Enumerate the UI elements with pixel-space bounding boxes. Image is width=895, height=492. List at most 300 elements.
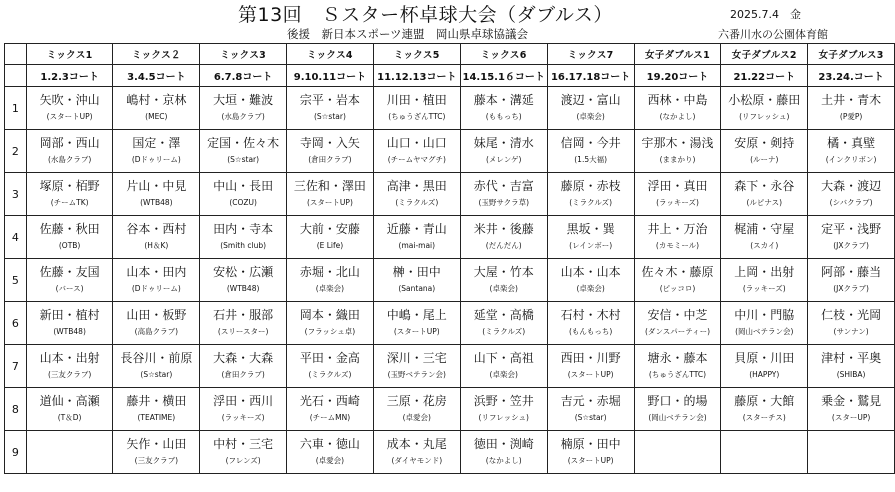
table-row bbox=[5, 431, 895, 474]
pair-cell bbox=[200, 431, 287, 474]
pair-cell bbox=[200, 302, 287, 345]
club-name: (倉田クラブ) bbox=[221, 370, 265, 379]
column-header-courts: 19.20コート bbox=[634, 65, 721, 87]
pair-cell bbox=[26, 302, 113, 345]
pair-cell bbox=[287, 173, 374, 216]
club-name: (卓楽会) bbox=[489, 370, 518, 379]
table-row bbox=[5, 130, 895, 173]
club-name: (卓愛会) bbox=[315, 456, 345, 465]
column-header-courts: 3.4.5コート bbox=[113, 65, 200, 87]
pair-cell bbox=[634, 388, 721, 431]
pair-names: 浜野・笠井 bbox=[473, 394, 534, 408]
pair-cell bbox=[26, 87, 113, 130]
club-name: (ラッキーズ) bbox=[221, 413, 265, 422]
pair-names: 山本・田内 bbox=[126, 265, 187, 279]
club-name: (ちゅうざんTTC) bbox=[648, 370, 707, 379]
pair-cell bbox=[460, 130, 547, 173]
club-name: (S☆star) bbox=[314, 112, 346, 121]
column-header-courts: 16.17.18コート bbox=[547, 65, 634, 87]
pair-names: 乗金・鷲見 bbox=[821, 394, 882, 408]
pair-names: 西林・中島 bbox=[647, 93, 708, 107]
pair-cell bbox=[113, 173, 200, 216]
column-header-event: ミックス6 bbox=[460, 44, 547, 65]
pair-names: 楠原・田中 bbox=[560, 437, 621, 451]
pair-cell bbox=[200, 87, 287, 130]
club-name: (S☆star) bbox=[140, 370, 173, 379]
pair-cell bbox=[113, 259, 200, 302]
pair-cell bbox=[287, 87, 374, 130]
club-name: (ルーナ) bbox=[750, 155, 779, 164]
pair-names: 貝原・川田 bbox=[734, 351, 795, 365]
club-name: (ミラクルズ) bbox=[569, 198, 613, 207]
pair-cell bbox=[547, 87, 634, 130]
column-header-event: ミックス1 bbox=[26, 44, 113, 65]
column-header-event: ミックス２ bbox=[113, 44, 200, 65]
pair-names: 宇那木・湯浅 bbox=[641, 136, 714, 150]
pair-cell bbox=[200, 216, 287, 259]
club-name: (スリースター) bbox=[217, 327, 269, 336]
pair-names: 藤本・溝延 bbox=[473, 93, 534, 107]
pair-cell bbox=[721, 259, 808, 302]
pair-cell bbox=[113, 87, 200, 130]
pair-names: 浮田・真田 bbox=[647, 179, 708, 193]
pair-cell bbox=[113, 302, 200, 345]
pair-names: 佐藤・秋田 bbox=[39, 222, 100, 236]
club-name: (スタートUP) bbox=[567, 456, 614, 465]
pair-names: 榊・田中 bbox=[392, 265, 441, 279]
pair-names: 津村・平奥 bbox=[821, 351, 882, 365]
club-name: (三友クラブ) bbox=[47, 370, 92, 379]
column-header-courts: 9.10.11コート bbox=[287, 65, 374, 87]
club-name: (E Life) bbox=[316, 241, 344, 250]
pair-cell bbox=[26, 216, 113, 259]
club-name: (水島クラブ) bbox=[221, 112, 265, 121]
column-header-event: ミックス7 bbox=[547, 44, 634, 65]
pair-names: 新田・植村 bbox=[39, 308, 100, 322]
pair-cell bbox=[721, 431, 808, 474]
pair-cell bbox=[808, 259, 895, 302]
club-name: (スタートUP) bbox=[567, 370, 614, 379]
column-header-courts: 21.22コート bbox=[721, 65, 808, 87]
table-row bbox=[5, 388, 895, 431]
pair-names: 橘・真壁 bbox=[827, 136, 876, 150]
pair-names: 矢吹・沖山 bbox=[39, 93, 100, 107]
pair-names: 阿部・藤当 bbox=[821, 265, 882, 279]
club-name: (玉野ベテラン会) bbox=[387, 370, 446, 379]
club-name: (フラッシュ卓) bbox=[304, 327, 356, 336]
club-name: (H＆K) bbox=[144, 241, 169, 250]
pair-names: 宗平・岩本 bbox=[299, 93, 360, 107]
club-name: (卓楽会) bbox=[576, 284, 605, 293]
club-name: (シバクラブ) bbox=[829, 198, 873, 207]
pair-names: 谷本・西村 bbox=[126, 222, 187, 236]
pair-names: 国定・澤 bbox=[132, 136, 181, 150]
club-name: (ピッコロ) bbox=[659, 284, 696, 293]
club-name: (1.5大福) bbox=[574, 155, 608, 164]
pair-cell bbox=[26, 431, 113, 474]
club-name: (バース) bbox=[55, 284, 84, 293]
pair-names: 小松原・藤田 bbox=[728, 93, 801, 107]
pair-names: 米井・後藤 bbox=[473, 222, 534, 236]
pair-cell bbox=[808, 388, 895, 431]
club-name: (WTB48) bbox=[53, 327, 86, 336]
club-name: (岡山ベテラン会) bbox=[648, 413, 707, 422]
pair-cell bbox=[287, 130, 374, 173]
club-name: (ラッキーズ) bbox=[656, 198, 699, 207]
pair-names: 土井・青木 bbox=[821, 93, 882, 107]
pair-cell bbox=[721, 388, 808, 431]
club-name: (岡山ベテラン会) bbox=[735, 327, 794, 336]
pair-names: 定平・浅野 bbox=[821, 222, 882, 236]
club-name: (インクリボン) bbox=[825, 155, 877, 164]
pair-cell bbox=[808, 87, 895, 130]
club-name: (P愛P) bbox=[839, 112, 863, 121]
column-header-event: ミックス3 bbox=[200, 44, 287, 65]
club-name: (フレンズ) bbox=[225, 456, 261, 465]
pair-names: 赤堀・北山 bbox=[299, 265, 360, 279]
club-name: (スターチス) bbox=[742, 413, 786, 422]
table-row bbox=[5, 87, 895, 130]
club-name: (カモミール) bbox=[655, 241, 700, 250]
pair-cell bbox=[460, 87, 547, 130]
pair-cell bbox=[113, 388, 200, 431]
pair-cell bbox=[200, 259, 287, 302]
pair-names: 中山・長田 bbox=[213, 179, 274, 193]
pair-cell bbox=[721, 130, 808, 173]
club-name: (WTB48) bbox=[140, 198, 173, 207]
club-name: (Dドゥリーム) bbox=[131, 284, 181, 293]
pair-cell bbox=[460, 345, 547, 388]
pair-names: 藤井・横田 bbox=[126, 394, 187, 408]
pair-cell bbox=[287, 259, 374, 302]
pair-cell bbox=[200, 345, 287, 388]
pair-names: 森下・永谷 bbox=[734, 179, 795, 193]
pair-cell bbox=[634, 345, 721, 388]
pair-cell bbox=[808, 216, 895, 259]
pair-names: 吉元・赤堀 bbox=[560, 394, 621, 408]
pair-names: 寺岡・入矢 bbox=[299, 136, 360, 150]
pair-names: 中川・門脇 bbox=[734, 308, 795, 322]
club-name: (ままかり) bbox=[659, 155, 696, 164]
pair-names: 塘永・藤本 bbox=[647, 351, 708, 365]
pair-names: 大前・安藤 bbox=[299, 222, 360, 236]
pair-names: 安原・剣持 bbox=[734, 136, 795, 150]
club-name: (OTB) bbox=[58, 241, 81, 250]
club-name: (ちゅうざんTTC) bbox=[388, 112, 446, 121]
pair-names: 大屋・竹本 bbox=[473, 265, 534, 279]
club-name: (リフレッシュ) bbox=[478, 413, 529, 422]
column-header-event: 女子ダブルス1 bbox=[634, 44, 721, 65]
sponsor-line: 後援 新日本スポーツ連盟 岡山県卓球協議会 bbox=[287, 27, 529, 41]
pair-names: 安松・広瀬 bbox=[213, 265, 274, 279]
pair-cell bbox=[634, 87, 721, 130]
pair-cell bbox=[373, 388, 460, 431]
pair-cell bbox=[721, 173, 808, 216]
pair-names: 井上・万治 bbox=[647, 222, 708, 236]
club-name: (SHIBA) bbox=[836, 370, 866, 379]
pair-names: 黒坂・巽 bbox=[566, 222, 615, 236]
pair-names: 山口・山口 bbox=[386, 136, 447, 150]
column-header-courts: 11.12.13コート bbox=[373, 65, 460, 87]
draw-table bbox=[4, 43, 895, 474]
pair-names: 佐藤・友国 bbox=[39, 265, 100, 279]
club-name: (ももっち) bbox=[485, 112, 522, 121]
table-row bbox=[5, 173, 895, 216]
club-name: (卓愛会) bbox=[402, 413, 431, 422]
row-number: 6 bbox=[5, 302, 27, 345]
pair-names: 妹尾・清水 bbox=[473, 136, 534, 150]
column-header-courts: 14.15.1６コート bbox=[460, 65, 547, 87]
club-name: (スカイ) bbox=[750, 241, 779, 250]
pair-names: 野口・的場 bbox=[647, 394, 708, 408]
row-number: 8 bbox=[5, 388, 27, 431]
club-name: (Smith club) bbox=[220, 241, 267, 250]
pair-cell bbox=[200, 388, 287, 431]
pair-names: 定国・佐々木 bbox=[207, 136, 280, 150]
pair-cell bbox=[634, 130, 721, 173]
pair-names: 片山・中見 bbox=[126, 179, 187, 193]
club-name: (スタートUP) bbox=[393, 327, 440, 336]
pair-cell bbox=[113, 130, 200, 173]
pair-names: 梶浦・守屋 bbox=[734, 222, 795, 236]
pair-cell bbox=[808, 173, 895, 216]
pair-names: 安信・中芝 bbox=[647, 308, 708, 322]
pair-cell bbox=[373, 216, 460, 259]
pair-cell bbox=[460, 431, 547, 474]
club-name: (TEATIME) bbox=[137, 413, 176, 422]
club-name: (チームヤマグチ) bbox=[387, 155, 446, 164]
club-name: (Dドゥリーム) bbox=[131, 155, 181, 164]
pair-names: 岡部・西山 bbox=[39, 136, 100, 150]
corner-cell bbox=[5, 65, 27, 87]
pair-cell bbox=[634, 173, 721, 216]
pair-names: 光石・西崎 bbox=[299, 394, 360, 408]
row-number: 5 bbox=[5, 259, 27, 302]
club-name: (なかよし) bbox=[485, 456, 522, 465]
club-name: (ダイヤモンド) bbox=[391, 456, 443, 465]
pair-cell bbox=[634, 302, 721, 345]
club-name: (もんもっち) bbox=[568, 327, 613, 336]
pair-names: 藤原・大館 bbox=[734, 394, 795, 408]
column-header-courts: 6.7.8コート bbox=[200, 65, 287, 87]
pair-cell bbox=[373, 87, 460, 130]
pair-names: 六車・徳山 bbox=[299, 437, 360, 451]
pair-cell bbox=[26, 259, 113, 302]
pair-cell bbox=[721, 345, 808, 388]
row-number: 2 bbox=[5, 130, 27, 173]
pair-names: 三佐和・澤田 bbox=[293, 179, 366, 193]
club-name: (玉野サクラ草) bbox=[478, 198, 529, 207]
club-name: (レインボー) bbox=[569, 241, 613, 250]
pair-names: 大垣・難波 bbox=[213, 93, 274, 107]
club-name: (三友クラブ) bbox=[134, 456, 179, 465]
club-name: (サンナン) bbox=[833, 327, 869, 336]
pair-cell bbox=[634, 216, 721, 259]
row-number: 7 bbox=[5, 345, 27, 388]
table-row bbox=[5, 302, 895, 345]
pair-cell bbox=[808, 130, 895, 173]
club-name: (スタートUP) bbox=[46, 112, 93, 121]
column-header-event: 女子ダブルス3 bbox=[808, 44, 895, 65]
club-name: (ラッキーズ) bbox=[742, 284, 786, 293]
pair-cell bbox=[547, 173, 634, 216]
club-name: (なかよし) bbox=[659, 112, 696, 121]
pair-names: 山本・出射 bbox=[39, 351, 100, 365]
pair-cell bbox=[113, 431, 200, 474]
document-header bbox=[0, 0, 895, 44]
pair-cell bbox=[373, 173, 460, 216]
club-name: (チームMN) bbox=[309, 413, 351, 422]
pair-cell bbox=[373, 345, 460, 388]
pair-cell bbox=[373, 130, 460, 173]
pair-cell bbox=[634, 259, 721, 302]
club-name: (卓楽会) bbox=[576, 112, 605, 121]
club-name: (COZU) bbox=[229, 198, 257, 207]
pair-cell bbox=[460, 259, 547, 302]
club-name: (卓楽会) bbox=[489, 284, 518, 293]
pair-names: 山下・高祖 bbox=[473, 351, 534, 365]
pair-names: 藤原・赤枝 bbox=[560, 179, 621, 193]
club-name: (水島クラブ) bbox=[47, 155, 92, 164]
pair-cell bbox=[26, 345, 113, 388]
club-name: (ルピナス) bbox=[746, 198, 783, 207]
club-name: (高島クラブ) bbox=[134, 327, 179, 336]
pair-cell bbox=[460, 388, 547, 431]
venue-name: 六番川水の公園体育館 bbox=[718, 28, 828, 41]
club-name: (JXクラブ) bbox=[833, 284, 869, 293]
pair-cell bbox=[287, 302, 374, 345]
pair-cell bbox=[287, 345, 374, 388]
column-header-event: ミックス4 bbox=[287, 44, 374, 65]
club-name: (メレンゲ) bbox=[485, 155, 522, 164]
club-name: (卓楽会) bbox=[315, 284, 345, 293]
club-name: (JXクラブ) bbox=[833, 241, 869, 250]
pair-cell bbox=[547, 431, 634, 474]
pair-cell bbox=[26, 388, 113, 431]
pair-cell bbox=[547, 388, 634, 431]
document-title: 第13回 Ｓスター杯卓球大会（ダブルス） bbox=[238, 4, 613, 26]
row-number: 4 bbox=[5, 216, 27, 259]
pair-names: 大森・渡辺 bbox=[821, 179, 882, 193]
club-name: (Santana) bbox=[398, 284, 436, 293]
row-number: 1 bbox=[5, 87, 27, 130]
pair-names: 佐々木・藤原 bbox=[641, 265, 714, 279]
pair-names: 川田・植田 bbox=[386, 93, 447, 107]
pair-cell bbox=[721, 87, 808, 130]
pair-cell bbox=[287, 388, 374, 431]
pair-names: 浮田・西川 bbox=[213, 394, 274, 408]
pair-cell bbox=[460, 216, 547, 259]
club-name: (スターUP) bbox=[831, 413, 871, 422]
pair-cell bbox=[460, 173, 547, 216]
row-number: 9 bbox=[5, 431, 27, 474]
pair-names: 山田・板野 bbox=[126, 308, 187, 322]
pair-cell bbox=[547, 216, 634, 259]
pair-names: 田内・寺本 bbox=[213, 222, 274, 236]
table-row bbox=[5, 216, 895, 259]
club-name: (ミラクルズ) bbox=[308, 370, 352, 379]
pair-cell bbox=[26, 173, 113, 216]
pair-names: 徳田・渕崎 bbox=[473, 437, 534, 451]
pair-cell bbox=[547, 259, 634, 302]
pair-names: 塚原・栢野 bbox=[39, 179, 100, 193]
club-name: (チームTK) bbox=[50, 198, 89, 207]
pair-names: 延堂・高橋 bbox=[473, 308, 534, 322]
club-name: (HAPPY) bbox=[749, 370, 780, 379]
event-date: 2025.7.4 金 bbox=[730, 8, 801, 21]
club-name: (MEC) bbox=[145, 112, 168, 121]
pair-cell bbox=[373, 259, 460, 302]
pair-cell bbox=[808, 302, 895, 345]
club-name: (S☆star) bbox=[227, 155, 260, 164]
pair-names: 深川・三宅 bbox=[386, 351, 447, 365]
pair-names: 渡辺・富山 bbox=[560, 93, 621, 107]
club-name: (リフレッシュ) bbox=[739, 112, 790, 121]
pair-cell bbox=[547, 345, 634, 388]
pair-names: 成本・丸尾 bbox=[386, 437, 447, 451]
pair-cell bbox=[26, 130, 113, 173]
club-name: (mai-mai) bbox=[398, 241, 436, 250]
pair-names: 仁枝・光岡 bbox=[821, 308, 882, 322]
pair-cell bbox=[373, 302, 460, 345]
pair-cell bbox=[721, 216, 808, 259]
table-row bbox=[5, 345, 895, 388]
pair-cell bbox=[808, 345, 895, 388]
column-header-event: 女子ダブルス2 bbox=[721, 44, 808, 65]
club-name: (ダンスパーティー) bbox=[644, 327, 711, 336]
pair-cell bbox=[808, 431, 895, 474]
pair-names: 矢作・山田 bbox=[126, 437, 187, 451]
pair-names: 上岡・出射 bbox=[734, 265, 795, 279]
pair-cell bbox=[634, 431, 721, 474]
pair-cell bbox=[200, 130, 287, 173]
pair-cell bbox=[373, 431, 460, 474]
column-header-event: ミックス5 bbox=[373, 44, 460, 65]
pair-names: 岡本・織田 bbox=[299, 308, 360, 322]
pair-names: 赤代・吉富 bbox=[473, 179, 534, 193]
pair-cell bbox=[460, 302, 547, 345]
pair-names: 三原・花房 bbox=[386, 394, 447, 408]
club-name: (WTB48) bbox=[226, 284, 260, 293]
pair-names: 平田・金高 bbox=[299, 351, 360, 365]
club-name: (スタートUP) bbox=[307, 198, 353, 207]
pair-cell bbox=[113, 216, 200, 259]
club-name: (ミラクルズ) bbox=[482, 327, 526, 336]
pair-cell bbox=[547, 302, 634, 345]
pair-names: 道仙・高瀬 bbox=[39, 394, 100, 408]
club-name: (ミラクルズ) bbox=[395, 198, 439, 207]
club-name: (T＆D) bbox=[57, 413, 82, 422]
pair-names: 石井・服部 bbox=[213, 308, 274, 322]
club-name: (S☆star) bbox=[574, 413, 607, 422]
pair-names: 長谷川・前原 bbox=[120, 351, 193, 365]
pair-names: 高津・黒田 bbox=[386, 179, 447, 193]
pair-cell bbox=[721, 302, 808, 345]
row-number: 3 bbox=[5, 173, 27, 216]
corner-cell bbox=[5, 44, 27, 65]
pair-names: 山本・山本 bbox=[560, 265, 621, 279]
pair-names: 嶋村・京林 bbox=[126, 93, 187, 107]
pair-cell bbox=[113, 345, 200, 388]
pair-cell bbox=[200, 173, 287, 216]
pair-names: 近藤・青山 bbox=[386, 222, 447, 236]
pair-names: 中嶋・尾上 bbox=[386, 308, 447, 322]
pair-cell bbox=[547, 130, 634, 173]
table-row bbox=[5, 259, 895, 302]
column-header-courts: 23.24.コート bbox=[808, 65, 895, 87]
pair-names: 中村・三宅 bbox=[213, 437, 274, 451]
pair-names: 信岡・今井 bbox=[560, 136, 621, 150]
